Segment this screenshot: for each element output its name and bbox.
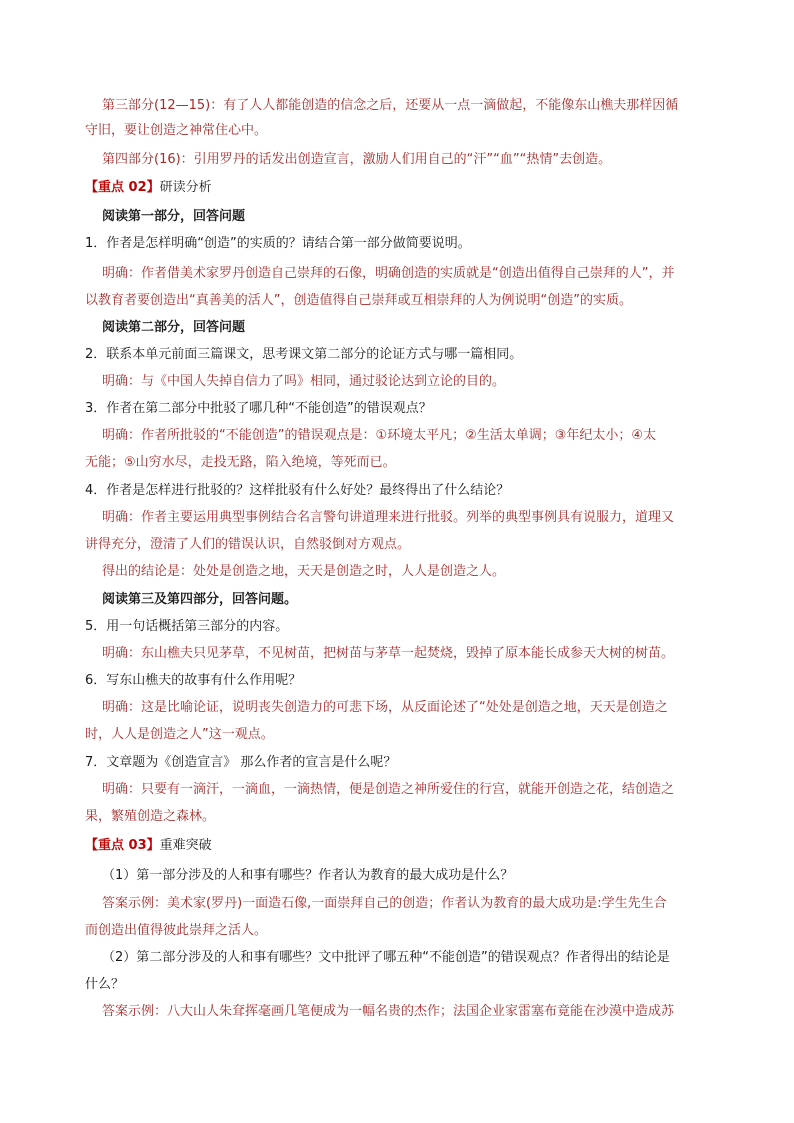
key03-a2-line1: 答案示例：八大山人朱耷挥毫画几笔便成为一幅名贵的杰作；法国企业家雷塞布竟能在沙漠中造成苏 [102, 1004, 675, 1019]
question-6: 6．写东山樵夫的故事有什么作用呢？ [85, 673, 302, 688]
part3-line1: 第三部分(12—15)：有了人人都能创造的信念之后，还要从一点一滴做起，不能像东山樵夫那样因循 [102, 98, 679, 113]
key03-q2-line2: 什么？ [85, 977, 125, 992]
answer-5: 明确：东山樵夫只见茅草，不见树苗，把树苗与茅草一起焚烧，毁掉了原本能长成参天大树的树苗。 [102, 646, 675, 661]
part4-line: 第四部分(16)：引用罗丹的话发出创造宣言，激励人们用自己的“汗”“血”“热情”去创造。 [102, 152, 612, 167]
question-4: 4．作者是怎样进行批驳的？这样批驳有什么好处？最终得出了什么结论？ [85, 483, 510, 498]
question-1: 1．作者是怎样明确“创造”的实质的？请结合第一部分做简要说明。 [85, 236, 471, 251]
key02-badge: 【重点 02】 [85, 180, 160, 195]
answer-6-line2: 时，人人是创造之人”这一观点。 [85, 727, 274, 742]
question-3: 3．作者在第二部分中批驳了哪几种“不能创造”的错误观点？ [85, 401, 432, 416]
answer-1-line1: 明确：作者借美术家罗丹创造自己崇拜的石像，明确创造的实质就是“创造出值得自己崇拜的人”，并 [102, 266, 675, 281]
question-5: 5．用一句话概括第三部分的内容。 [85, 619, 289, 634]
key03-title: 重难突破 [159, 838, 212, 853]
question-2: 2．联系本单元前面三篇课文，思考课文第二部分的论证方式与哪一篇相同。 [85, 347, 523, 362]
answer-4-line2: 讲得充分，澄清了人们的错误认识，自然驳倒对方观点。 [85, 537, 411, 552]
answer-1-line2: 以教育者要创造出“真善美的活人”，创造值得自己崇拜或互相崇拜的人为例说明“创造”的实质。 [85, 293, 632, 308]
answer-7-line1: 明确：只要有一滴汗，一滴血，一滴热情，便是创造之神所爱住的行宫，就能开创造之花，结创造之 [102, 782, 675, 797]
answer-3-line2: 无能；⑤山穷水尽，走投无路，陷入绝境，等死而已。 [85, 455, 396, 470]
question-7: 7．文章题为《创造宣言》 那么作者的宣言是什么呢？ [85, 755, 397, 770]
read-part2-heading: 阅读第二部分，回答问题 [102, 320, 246, 335]
key03-q1: （1）第一部分涉及的人和事有哪些？作者认为教育的最大成功是什么？ [102, 868, 514, 883]
answer-3-line1: 明确：作者所批驳的“不能创造”的错误观点是：①环境太平凡；②生活太单调；③年纪太小；④太 [102, 428, 657, 443]
key03-badge: 【重点 03】 [85, 838, 160, 853]
answer-7-line2: 果，繁殖创造之森林。 [85, 809, 216, 824]
read-part3-heading: 阅读第三及第四部分，回答问题。 [102, 592, 298, 607]
key03-a1-line1: 答案示例：美术家(罗丹)一面造石像,一面崇拜自己的创造；作者认为教育的最大成功是:学生先生合 [102, 896, 667, 911]
key02-title: 研读分析 [159, 180, 212, 195]
key03-a1-line2: 而创造出值得彼此崇拜之活人。 [85, 923, 268, 938]
answer-6-line1: 明确：这是比喻论证，说明丧失创造力的可悲下场，从反面论述了“处处是创造之地，天天是创造之 [102, 700, 668, 715]
key03-heading [85, 836, 212, 856]
answer-4-line3: 得出的结论是：处处是创造之地，天天是创造之时，人人是创造之人。 [102, 564, 506, 579]
answer-2: 明确：与《中国人失掉自信力了吗》相同，通过驳论达到立论的目的。 [102, 374, 506, 389]
part3-line2: 守旧，要让创造之神常住心中。 [85, 123, 268, 138]
read-part1-heading: 阅读第一部分，回答问题 [102, 209, 246, 224]
key03-q2-line1: （2）第二部分涉及的人和事有哪些？文中批评了哪五种“不能创造”的错误观点？作者得出的结论是 [102, 950, 670, 965]
key02-heading [85, 178, 212, 198]
answer-4-line1: 明确：作者主要运用典型事例结合名言警句讲道理来进行批驳。列举的典型事例具有说服力，道理又 [102, 510, 675, 525]
